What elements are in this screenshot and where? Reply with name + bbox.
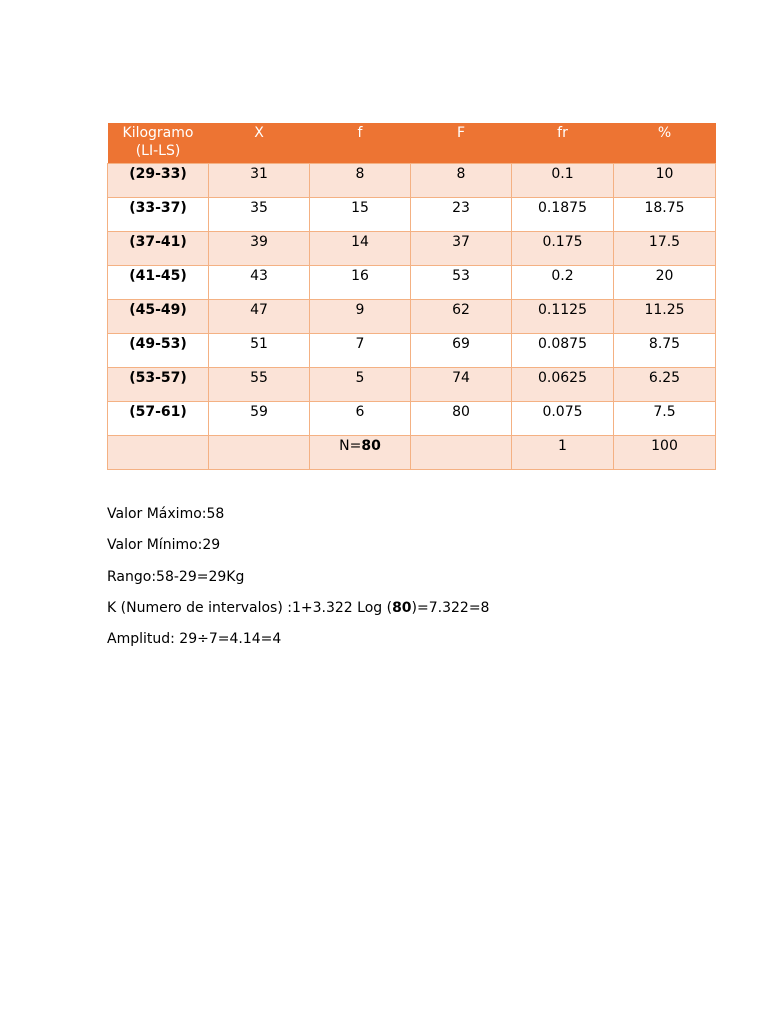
table-header-row	[108, 123, 716, 164]
cell-fr: 0.175	[512, 232, 614, 266]
cell-empty	[411, 436, 512, 470]
cell-cumulative-f: 8	[411, 164, 512, 198]
cell-interval: (49-53)	[108, 334, 209, 368]
total-n-value: 80	[361, 438, 381, 454]
cell-fr: 0.1	[512, 164, 614, 198]
cell-x: 47	[209, 300, 310, 334]
cell-percent: 7.5	[614, 402, 716, 436]
table-row	[108, 334, 716, 368]
cell-interval: (45-49)	[108, 300, 209, 334]
header-cumulative-f: F	[411, 123, 512, 164]
cell-x: 43	[209, 266, 310, 300]
table-row	[108, 198, 716, 232]
cell-percent: 6.25	[614, 368, 716, 402]
cell-empty	[209, 436, 310, 470]
range-line: Rango:58-29=29Kg	[107, 568, 245, 585]
cell-percent: 10	[614, 164, 716, 198]
header-x: X	[209, 123, 310, 164]
table-row	[108, 402, 716, 436]
cell-fr: 0.075	[512, 402, 614, 436]
cell-total-fr: 1	[512, 436, 614, 470]
header-kilogramo	[108, 123, 209, 164]
cell-cumulative-f: 80	[411, 402, 512, 436]
header-percent: %	[614, 123, 716, 164]
intervals-suffix: )=7.322=8	[411, 599, 490, 616]
intervals-n: 80	[392, 599, 412, 616]
cell-x: 59	[209, 402, 310, 436]
cell-x: 35	[209, 198, 310, 232]
cell-cumulative-f: 37	[411, 232, 512, 266]
cell-x: 31	[209, 164, 310, 198]
cell-fr: 0.0875	[512, 334, 614, 368]
max-value-line: Valor Máximo:58	[107, 506, 225, 522]
cell-fr: 0.1125	[512, 300, 614, 334]
cell-interval: (57-61)	[108, 402, 209, 436]
cell-percent: 20	[614, 266, 716, 300]
amplitude-line: Amplitud: 29÷7=4.14=4	[107, 631, 282, 648]
cell-fr: 0.0625	[512, 368, 614, 402]
cell-f: 15	[310, 198, 411, 232]
cell-total-percent: 100	[614, 436, 716, 470]
cell-cumulative-f: 53	[411, 266, 512, 300]
cell-fr: 0.1875	[512, 198, 614, 232]
cell-f: 5	[310, 368, 411, 402]
table-row	[108, 300, 716, 334]
cell-f: 9	[310, 300, 411, 334]
cell-f: 6	[310, 402, 411, 436]
cell-total-n	[310, 436, 411, 470]
cell-cumulative-f: 74	[411, 368, 512, 402]
cell-x: 39	[209, 232, 310, 266]
cell-percent: 11.25	[614, 300, 716, 334]
cell-f: 14	[310, 232, 411, 266]
cell-cumulative-f: 23	[411, 198, 512, 232]
total-n-prefix: N=	[339, 438, 362, 454]
frequency-table	[107, 123, 716, 470]
cell-x: 51	[209, 334, 310, 368]
cell-f: 7	[310, 334, 411, 368]
header-f: f	[310, 123, 411, 164]
cell-f: 8	[310, 164, 411, 198]
cell-percent: 17.5	[614, 232, 716, 266]
cell-f: 16	[310, 266, 411, 300]
table-total-row	[108, 436, 716, 470]
intervals-prefix: K (Numero de intervalos) :1+3.322 Log (	[107, 599, 393, 616]
cell-empty	[108, 436, 209, 470]
table-row	[108, 368, 716, 402]
cell-percent: 18.75	[614, 198, 716, 232]
table-row	[108, 266, 716, 300]
header-fr: fr	[512, 123, 614, 164]
cell-interval: (33-37)	[108, 198, 209, 232]
cell-percent: 8.75	[614, 334, 716, 368]
cell-cumulative-f: 62	[411, 300, 512, 334]
header-kilogramo-label: Kilogramo (LI-LS)	[122, 125, 194, 159]
cell-fr: 0.2	[512, 266, 614, 300]
cell-x: 55	[209, 368, 310, 402]
cell-interval: (41-45)	[108, 266, 209, 300]
cell-cumulative-f: 69	[411, 334, 512, 368]
statistics-notes	[107, 503, 489, 659]
table-row	[108, 232, 716, 266]
cell-interval: (37-41)	[108, 232, 209, 266]
cell-interval: (29-33)	[108, 164, 209, 198]
cell-interval: (53-57)	[108, 368, 209, 402]
table-row	[108, 164, 716, 198]
min-value-line: Valor Mínimo:29	[107, 537, 221, 554]
intervals-line	[107, 597, 489, 628]
